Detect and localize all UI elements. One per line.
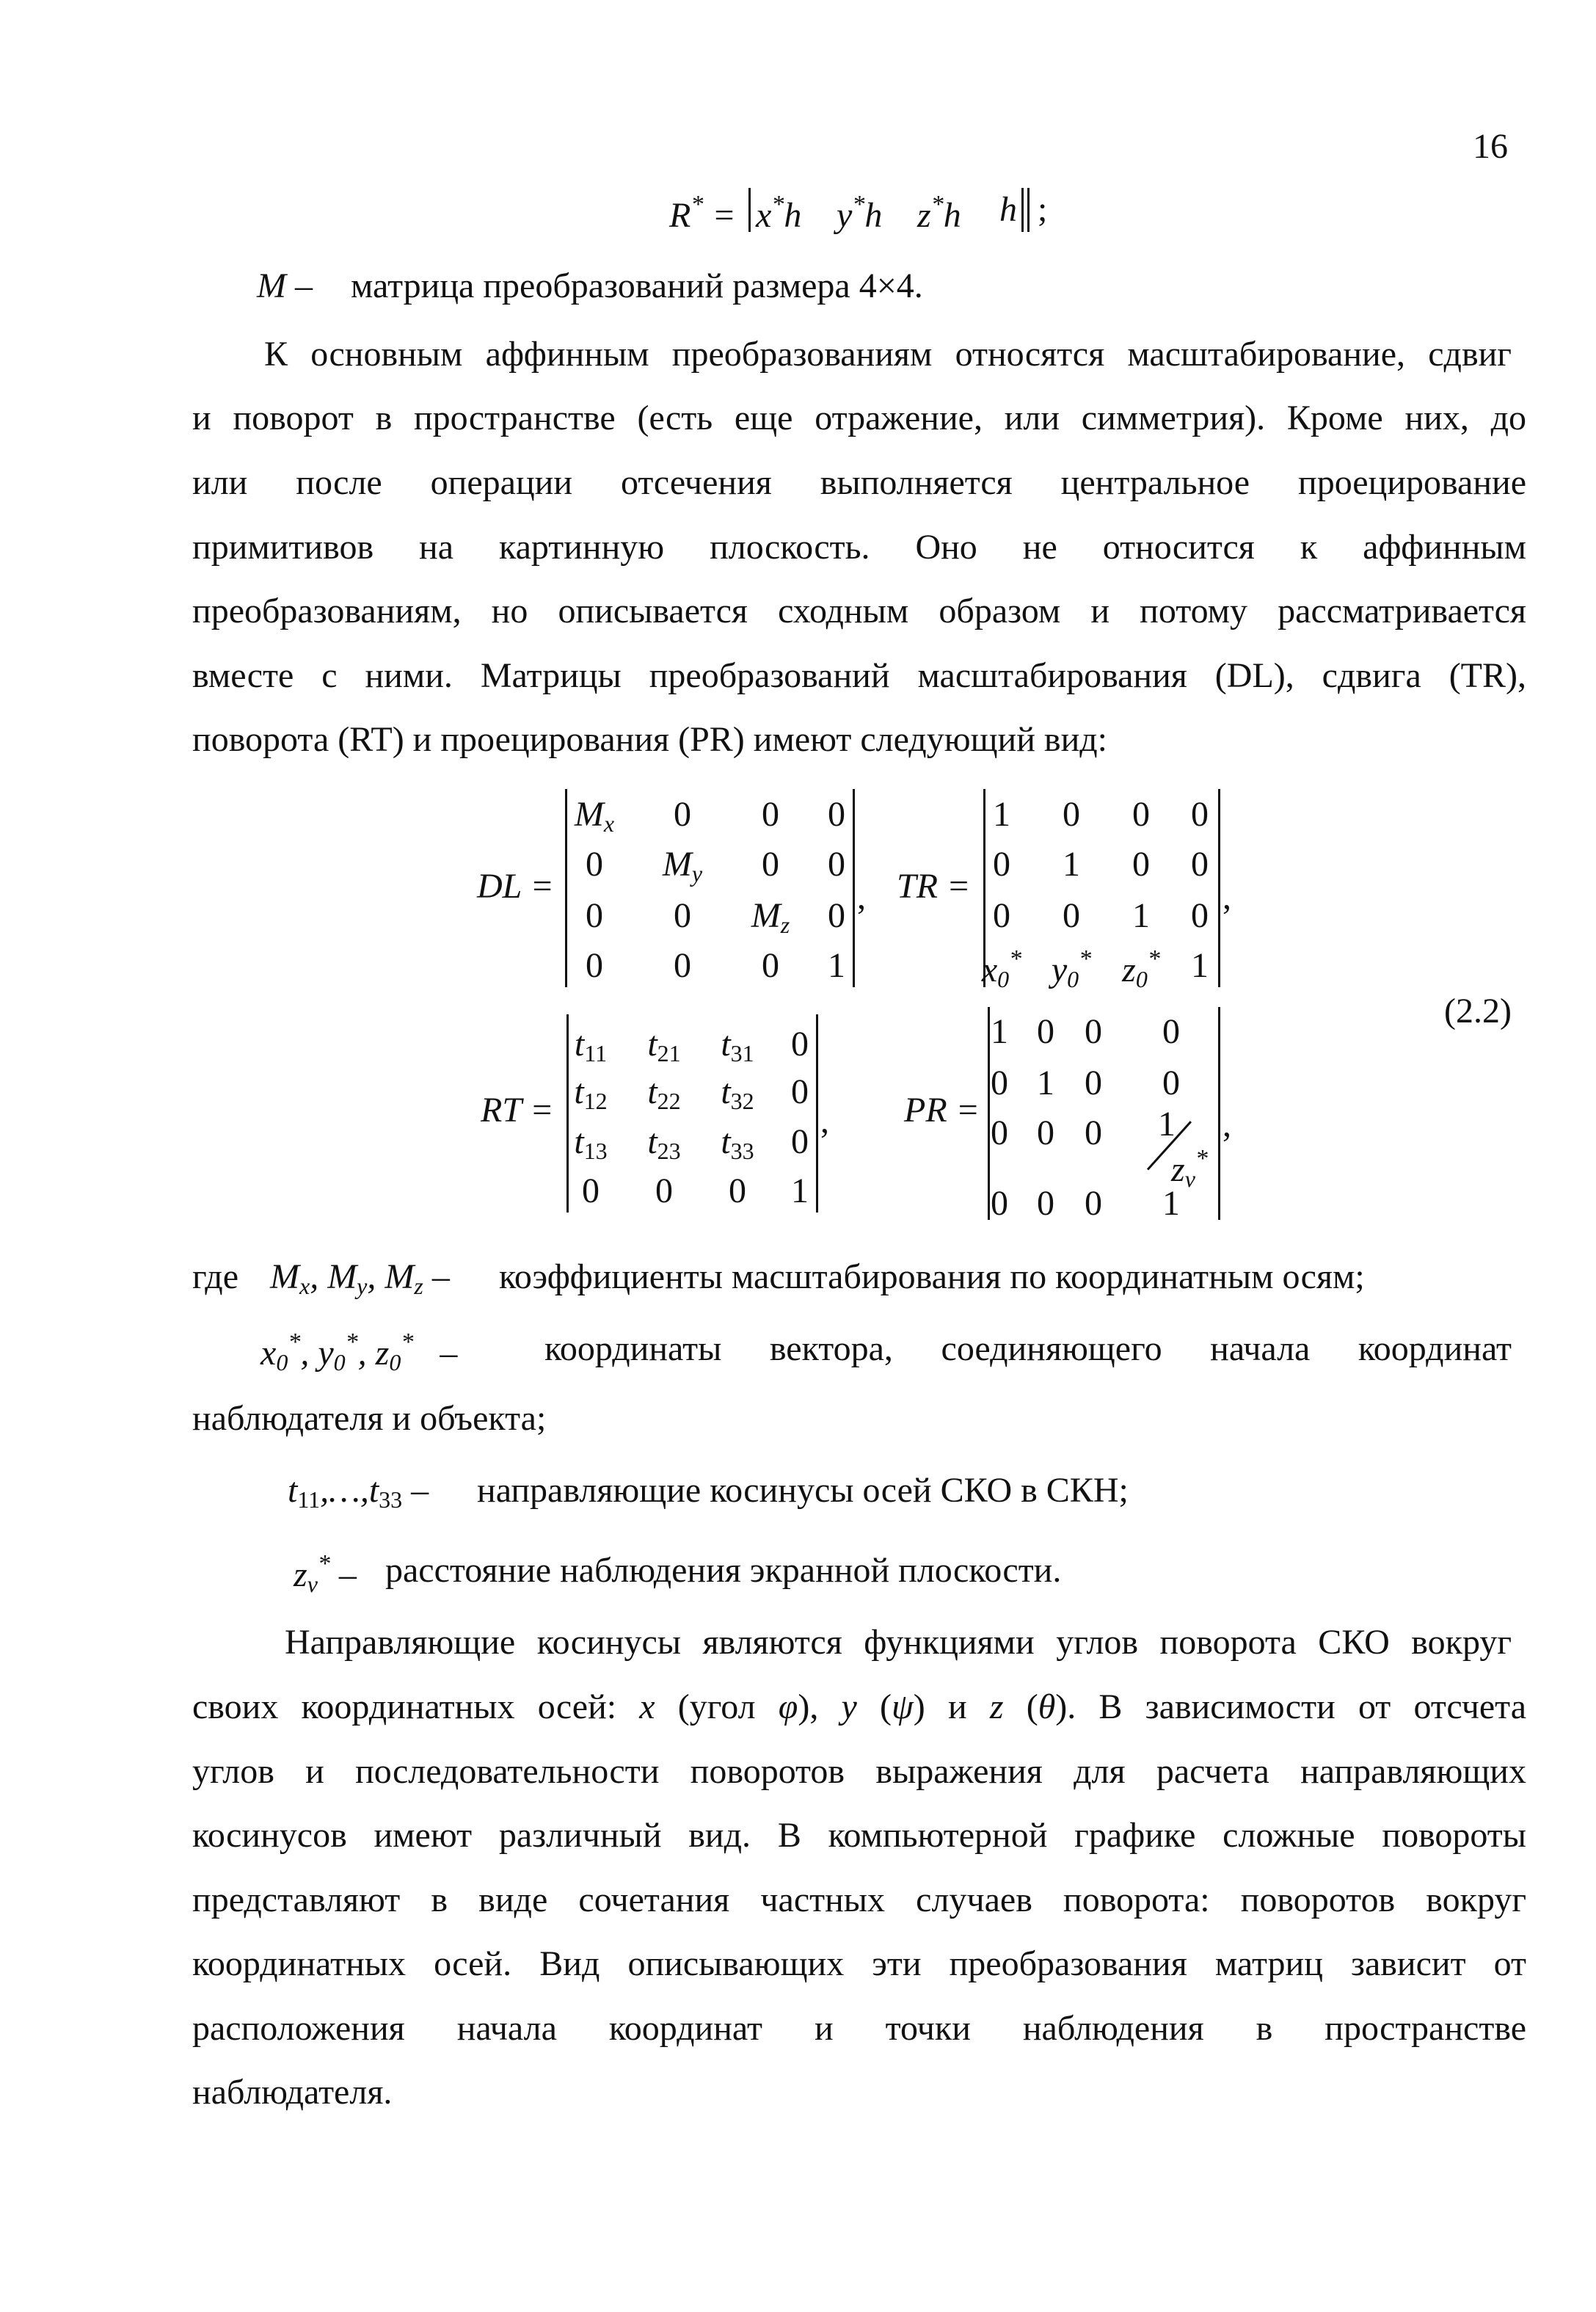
tr-cell: 0 — [993, 896, 1010, 935]
fraction-denominator: $z_v^*$ — [1171, 1145, 1208, 1192]
para2-line-5: представляют в виде сочетания частных случаев поворота: поворотов вокруг — [192, 1880, 1526, 1919]
where-t-text: направляющие косинусы осей СКО в СКН; — [477, 1471, 1129, 1510]
tr-cell: 0 — [1132, 795, 1150, 834]
tr-cell: 0 — [1191, 845, 1209, 884]
pr-cell: 0 — [1037, 1012, 1054, 1051]
rt-cell: 0 — [655, 1171, 673, 1210]
tr-cell: 0 — [1191, 896, 1209, 935]
formula-r-lhs: R* = — [669, 191, 736, 235]
page-number: 16 — [1473, 127, 1508, 166]
rt-comma: , — [820, 1102, 829, 1141]
m-def-text: матрица преобразований размера 4×4. — [351, 266, 923, 305]
formula-r-right-bar-2 — [1027, 188, 1030, 232]
dl-label: DL = — [477, 867, 554, 906]
m-def-symbol: M – — [257, 266, 313, 305]
dl-cell: 0 — [762, 845, 779, 884]
para2-line-4: косинусов имеют различный вид. В компьютерной графике сложные повороты — [192, 1816, 1526, 1855]
where-zv-text: расстояние наблюдения экранной плоскости. — [385, 1551, 1062, 1590]
para1-line-1: К основным аффинным преобразованиям относятся масштабирование, сдвиг — [264, 335, 1512, 374]
dl-cell-mx: $M_x$ — [574, 795, 615, 837]
para1-line-6: вместе с ними. Матрицы преобразований масштабирования (DL), сдвига (TR), — [192, 656, 1526, 695]
tr-cell: 0 — [1132, 845, 1150, 884]
pr-cell-fraction — [1136, 1101, 1209, 1192]
rt-cell: 0 — [729, 1171, 746, 1210]
para2-line-6: координатных осей. Вид описывающих эти преобразования матриц зависит от — [192, 1944, 1526, 1983]
para1-line-5: преобразованиям, но описывается сходным образом и потому рассматривается — [192, 592, 1526, 630]
dl-cell: 1 — [828, 946, 845, 985]
tr-cell: 1 — [1132, 896, 1150, 935]
tr-label: TR = — [897, 867, 971, 906]
pr-cell: 0 — [1085, 1012, 1102, 1051]
rt-cell-t33: $t_{33}$ — [721, 1122, 754, 1164]
rt-cell-t32: $t_{32}$ — [721, 1072, 754, 1114]
pr-cell: 0 — [1085, 1064, 1102, 1102]
rt-cell-t11: $t_{11}$ — [574, 1025, 608, 1066]
dl-cell: 0 — [828, 845, 845, 884]
formula-r-end: ; — [1038, 190, 1048, 229]
tr-cell: 0 — [993, 845, 1010, 884]
equation-number: (2.2) — [1444, 992, 1512, 1030]
tr-cell: 1 — [1191, 946, 1209, 985]
dl-cell: 0 — [828, 795, 845, 834]
para2-line-2: своих координатных осей: x (угол φ), y (ψ) и z (θ). В зависимости от отсчета — [192, 1687, 1527, 1726]
where-x0-cont: наблюдателя и объекта; — [192, 1399, 547, 1438]
where-intro: где — [192, 1257, 239, 1296]
tr-cell-y0: $y_0^*$ — [1051, 945, 1092, 992]
dl-comma: , — [857, 878, 866, 917]
pr-cell: 0 — [1037, 1113, 1054, 1152]
dl-cell-mz: $M_z$ — [751, 896, 790, 938]
rt-cell: 0 — [791, 1025, 809, 1064]
where-mx-text: коэффициенты масштабирования по координатным осям; — [499, 1257, 1365, 1296]
rt-cell: 0 — [791, 1122, 809, 1161]
rt-cell-t23: $t_{23}$ — [647, 1122, 681, 1164]
formula-r-term-3: z*h — [917, 191, 961, 235]
pr-cell: 0 — [1037, 1184, 1054, 1223]
pr-cell: 0 — [991, 1113, 1008, 1152]
dl-cell: 0 — [586, 946, 603, 985]
para2-line-3: углов и последовательности поворотов выражения для расчета направляющих — [192, 1752, 1526, 1791]
tr-cell: 1 — [993, 795, 1010, 834]
rt-cell: 0 — [582, 1171, 600, 1210]
rt-cell-t31: $t_{31}$ — [721, 1025, 754, 1066]
dl-cell: 0 — [762, 795, 779, 834]
where-t-symbol: $t_{11},\dots,t_{33}$ – — [288, 1471, 429, 1513]
dl-cell: 0 — [828, 896, 845, 935]
pr-cell: 1 — [1162, 1184, 1180, 1223]
pr-cell: 1 — [991, 1012, 1008, 1051]
para1-line-2: и поворот в пространстве (есть еще отражение, или симметрия). Кроме них, до — [192, 399, 1526, 437]
rt-cell: 1 — [791, 1171, 809, 1210]
pr-cell: 1 — [1037, 1064, 1054, 1102]
rt-label: RT = — [481, 1091, 554, 1130]
rt-cell-t12: $t_{12}$ — [574, 1072, 608, 1114]
formula-r-left-bar — [748, 188, 751, 232]
tr-cell: 0 — [1063, 896, 1080, 935]
formula-r-right-bar — [1021, 188, 1024, 232]
pr-cell: 0 — [1162, 1064, 1180, 1102]
dl-cell: 0 — [762, 946, 779, 985]
where-x0-text: координаты вектора, соединяющего начала координат — [544, 1329, 1512, 1368]
formula-r-term-2: y*h — [837, 191, 883, 235]
tr-cell: 0 — [1063, 795, 1080, 834]
pr-cell: 0 — [1085, 1184, 1102, 1223]
pr-right-bar — [1218, 1007, 1220, 1220]
dl-cell: 0 — [674, 896, 691, 935]
tr-comma: , — [1222, 878, 1231, 917]
tr-cell-x0: $x_0^*$ — [981, 945, 1022, 992]
para2-line-1: Направляющие косинусы являются функциями углов поворота СКО вокруг — [285, 1623, 1512, 1662]
dl-cell: 0 — [586, 845, 603, 884]
para1-line-3: или после операции отсечения выполняется центральное проецирование — [192, 463, 1526, 502]
where-mx-symbol: $M_x$, $M_y$, $M_z$ – — [270, 1257, 450, 1299]
formula-r-term-4: h — [999, 190, 1017, 229]
pr-cell: 0 — [991, 1184, 1008, 1223]
para1-line-4: примитивов на картинную плоскость. Оно не относится к аффинным — [192, 528, 1526, 567]
para1-line-7: поворота (RT) и проецирования (PR) имеют следующий вид: — [192, 720, 1108, 759]
pr-comma: , — [1222, 1105, 1231, 1144]
tr-cell: 1 — [1063, 845, 1080, 884]
tr-cell-z0: $z_0^*$ — [1122, 945, 1160, 992]
fraction-numerator: 1 — [1158, 1105, 1176, 1144]
pr-cell: 0 — [1162, 1012, 1180, 1051]
pr-cell: 0 — [991, 1064, 1008, 1102]
dl-cell: 0 — [674, 946, 691, 985]
rt-cell: 0 — [791, 1072, 809, 1111]
formula-r-term-1: x*h — [756, 191, 802, 235]
dl-cell: 0 — [586, 896, 603, 935]
rt-cell-t22: $t_{22}$ — [647, 1072, 681, 1114]
tr-cell: 0 — [1191, 795, 1209, 834]
rt-cell-t21: $t_{21}$ — [647, 1025, 681, 1066]
dl-cell-my: $M_y$ — [662, 845, 703, 887]
para2-line-8: наблюдателя. — [192, 2073, 393, 2112]
where-zv-symbol: $z_v^*$ – — [294, 1550, 357, 1597]
rt-cell-t13: $t_{13}$ — [574, 1122, 608, 1164]
pr-label: PR = — [904, 1091, 980, 1130]
para2-line-7: расположения начала координат и точки наблюдения в пространстве — [192, 2009, 1526, 2048]
dl-cell: 0 — [674, 795, 691, 834]
where-x0-symbol: $x_0^*$, $y_0^*$, $z_0^*$ – — [260, 1328, 458, 1375]
pr-cell: 0 — [1085, 1113, 1102, 1152]
